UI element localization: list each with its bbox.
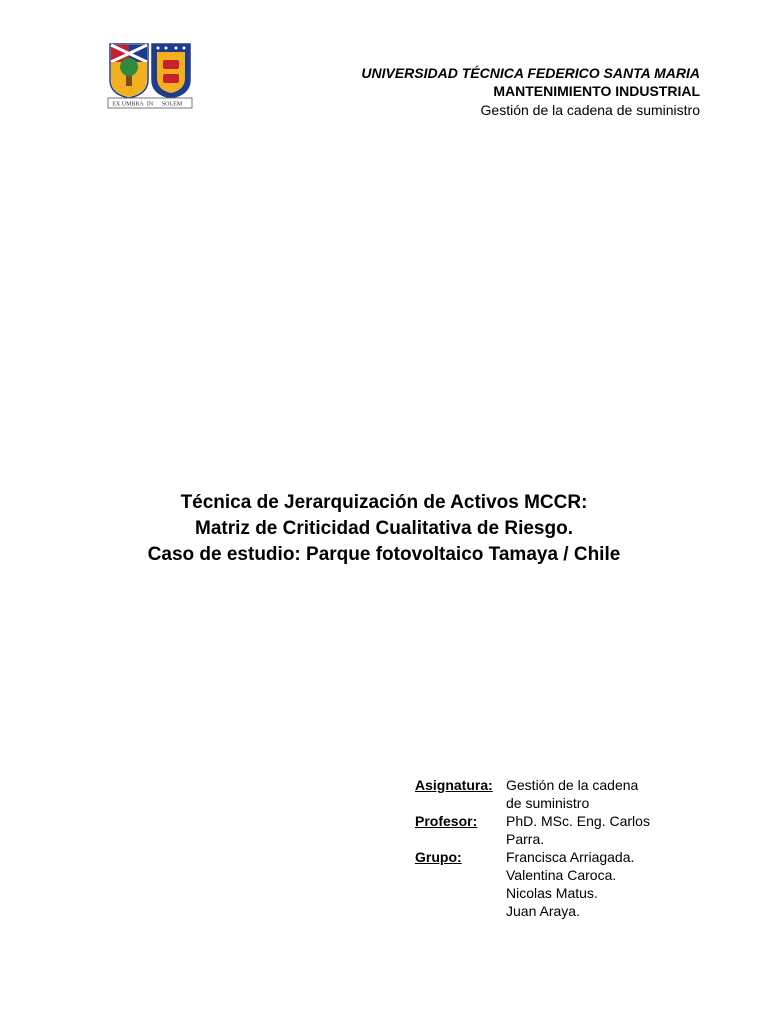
grupo-members xyxy=(506,848,676,920)
profesor-row xyxy=(415,812,676,848)
university-logo xyxy=(106,42,194,110)
title-line-3: Caso de estudio: Parque fotovoltaico Tamaya / Chile xyxy=(147,544,621,565)
university-name: UNIVERSIDAD TÉCNICA FEDERICO SANTA MARIA xyxy=(361,65,700,81)
profesor-value xyxy=(506,812,676,848)
department-name: MANTENIMIENTO INDUSTRIAL xyxy=(493,83,700,99)
asignatura-value-line-2: de suministro xyxy=(506,795,590,811)
document-info xyxy=(415,776,676,920)
profesor-value-line-2: Parra. xyxy=(506,831,545,847)
asignatura-label: Asignatura: xyxy=(415,777,493,793)
document-title xyxy=(0,490,768,568)
grupo-label: Grupo: xyxy=(415,849,462,865)
group-member: Valentina Caroca. xyxy=(506,867,617,883)
svg-text:EX UMBRA: EX UMBRA xyxy=(112,101,144,108)
university-crest-icon xyxy=(106,42,194,110)
group-member: Francisca Arriagada. xyxy=(506,849,635,865)
svg-text:SOLEM: SOLEM xyxy=(161,101,183,108)
asignatura-value-line-1: Gestión de la cadena xyxy=(506,777,639,793)
asignatura-value xyxy=(506,776,676,812)
grupo-row xyxy=(415,848,676,920)
group-member: Nicolas Matus. xyxy=(506,885,598,901)
document-header xyxy=(361,64,700,120)
profesor-value-line-1: PhD. MSc. Eng. Carlos xyxy=(506,813,650,829)
title-line-2: Matriz de Criticidad Cualitativa de Riesgo. xyxy=(195,518,573,539)
asignatura-row xyxy=(415,776,676,812)
group-member: Juan Araya. xyxy=(506,903,580,919)
title-line-1: Técnica de Jerarquización de Activos MCCR: xyxy=(180,492,588,513)
course-name: Gestión de la cadena de suministro xyxy=(480,102,700,118)
svg-text:IN: IN xyxy=(146,101,154,108)
profesor-label: Profesor: xyxy=(415,813,478,829)
